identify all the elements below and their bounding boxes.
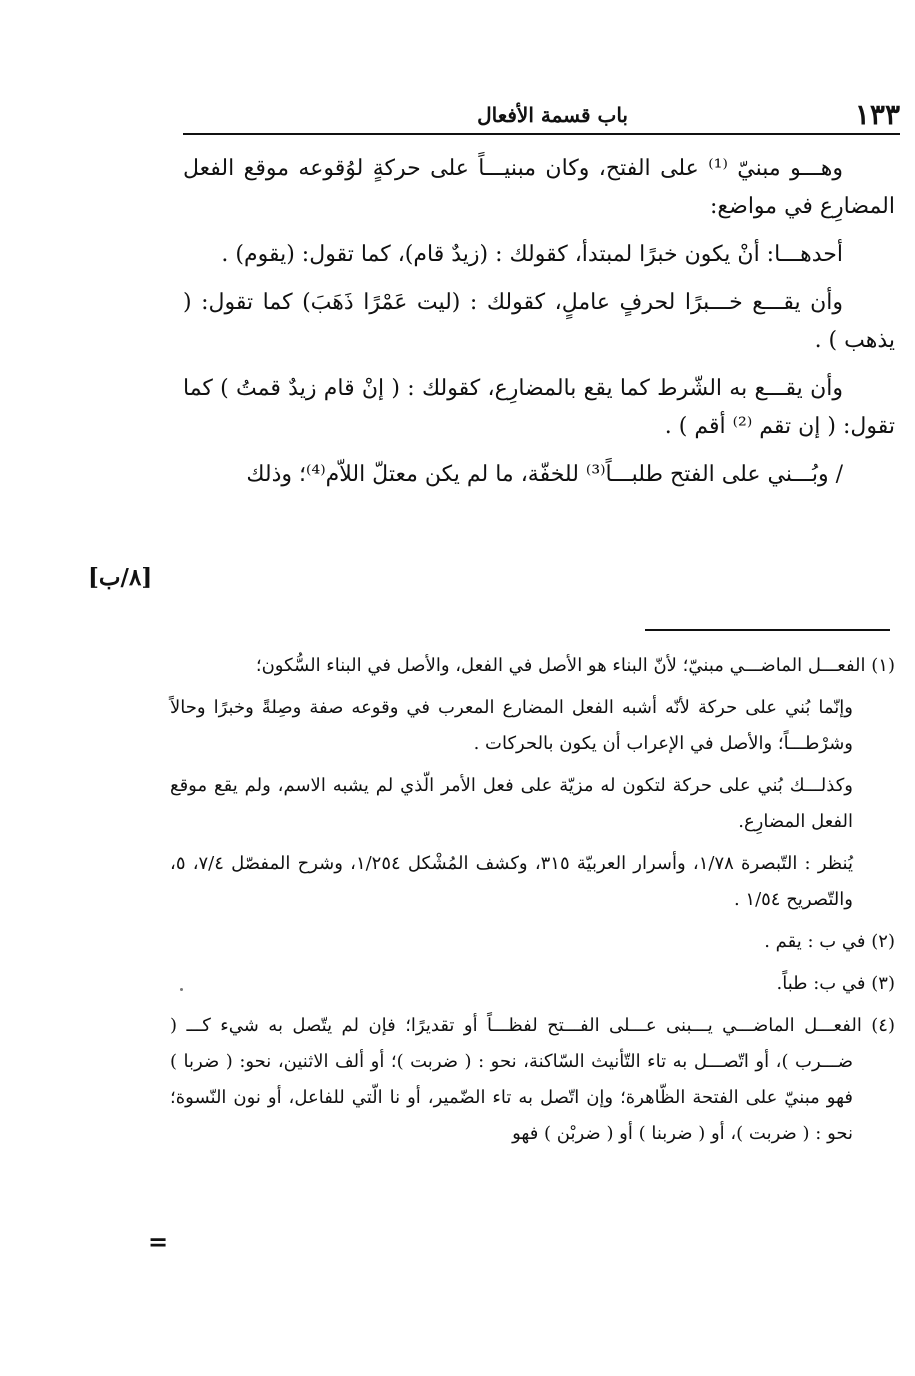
footnote-3: (٣) في ب: طباً. (776, 973, 895, 994)
footnotes (170, 648, 895, 1158)
main-paragraph-2: أحدهـــا: أنْ يكون خبرًا لمبتدأ، كقولك : (زيدٌ قام)، كما تقول: (يقوم) . (221, 242, 843, 267)
main-paragraph-5: / وبُـــني على الفتح طلبـــاً⁽³⁾ للخفّة، ما لم يكن معتلّ اللاّم⁽⁴⁾؛ وذلك (246, 462, 843, 487)
footnote-4: (٤) الفعـــل الماضـــي يـــبنى عـــلى الفـــتح لفظـــاً أو تقديرًا؛ فإن لم يتّصل به شيء كـــ ( ضـــرب )، أو اتّصـــل به تاء التّأنيث السّاكنة، نحو : ( ضربت )؛ أو ألف الاثنين، نحو: ( ضربا ) فهو مبنيّ على الفتحة الظّاهرة؛ وإن اتّصل به تاء الضّمير، أو نا الّتي للفاعل، أو نون النّسوة؛ نحو : ( ضربت )، أو ( ضربنا ) أو ( ضربْن ) فهو (170, 1015, 895, 1144)
chapter-title: باب قسمة الأفعال (477, 103, 628, 127)
main-text (183, 150, 895, 494)
scan-speck (180, 988, 183, 991)
footnote-rule (645, 629, 890, 631)
footnote-1-continuation-2: وكذلـــك بُني على حركة لتكون له مزيّة على فعل الأمر الّذي لم يشبه الاسم، ولم يقع موقع الفعل المضارِع. (170, 775, 853, 832)
footnote-2: (٢) في ب : يقم . (764, 931, 895, 952)
footnote-1: (١) الفعـــل الماضـــي مبنيّ؛ لأنّ البناء هو الأصل في الفعل، والأصل في البناء السُّكون؛ (255, 655, 895, 676)
page-number: ١٣٣ (854, 98, 900, 131)
continuation-mark: = (148, 1227, 169, 1256)
main-paragraph-4: وأن يقـــع به الشّرط كما يقع بالمضارِع، كقولك : ( إنْ قام زيدٌ قمتُ ) كما تقول: ( إن تقم ⁽²⁾ أقم ) . (183, 376, 895, 439)
header-rule (183, 133, 900, 135)
page-header (183, 96, 900, 134)
main-paragraph-1: وهـــو مبنيّ ⁽¹⁾ على الفتح، وكان مبنيـــاً على حركةٍ لوُقوعه موقع الفعل المضارِع في مواضع: (183, 156, 895, 219)
margin-folio-reference: [٨/ب] (88, 564, 153, 591)
main-paragraph-3: وأن يقـــع خـــبرًا لحرفٍ عاملٍ، كقولك : (ليت عَمْرًا ذَهَبَ) كما تقول: ( يذهب ) . (183, 290, 895, 353)
footnote-1-continuation-1: وإنّما بُني على حركة لأنّه أشبه الفعل المضارع المعرب في وقوعه صفة وصِلةً وخبرًا وحالاً وشرْطـــاً؛ والأصل في الإعراب أن يكون بالحركات . (170, 697, 853, 754)
footnote-1-references: يُنظر : التّبصرة ١/٧٨، وأسرار العربيّة ٣١٥، وكشف المُشْكل ١/٢٥٤، وشرح المفصّل ٧/٤، ٥، والتّصريح ١/٥٤ . (170, 853, 853, 910)
